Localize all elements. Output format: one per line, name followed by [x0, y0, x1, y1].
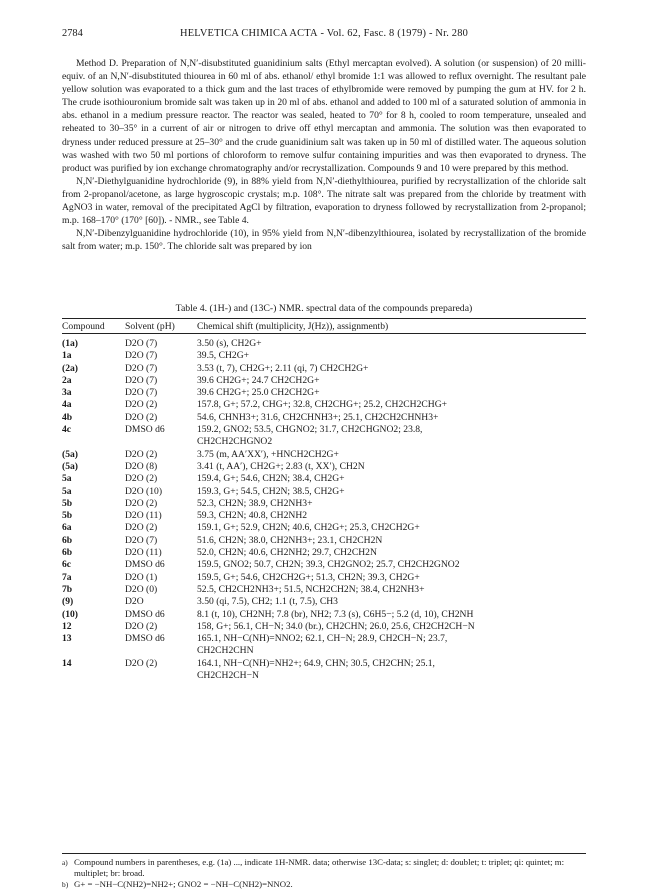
header-compound: Compound	[62, 321, 105, 332]
cell-shift	[197, 609, 586, 621]
cell-shift-text: 159.1, G+; 52.9, CH2N; 40.6, CH2G+; 25.3, CH2CH2G+	[197, 522, 420, 534]
cell-solvent: DMSO d6	[125, 633, 165, 645]
table-row	[62, 535, 586, 547]
cell-solvent: D2O (2)	[125, 497, 158, 509]
cell-compound: 6a	[62, 522, 72, 534]
table-row	[62, 486, 586, 498]
table-row	[62, 363, 586, 375]
body-text	[62, 57, 586, 253]
cell-shift	[197, 535, 586, 547]
journal-name: HELVETICA CHIMICA ACTA	[180, 28, 318, 39]
cell-shift-continuation: CH2CH2CHN	[197, 645, 254, 657]
table-top-rule	[62, 318, 586, 319]
cell-solvent: D2O (2)	[125, 448, 158, 460]
table-body	[62, 338, 586, 682]
paragraph-method-d: Method D. Preparation of N,N′-disubstituted guanidinium salts (Ethyl mercaptan evolved). A solution (or suspension) of 20 milli-equiv. of an N,N′-disubstituted thiourea in 60 ml of abs. ethanol/ ethyl bromide 1:1 was allowed to reflux overnight. The resultant pale yellow solution was evaporated to a thick gum and the last traces of ethylbromide were removed by pumping the gum at HV. for 2 h. The crude isothiouronium bromide salt was taken up in 20 ml of abs. ethanol and added to 100 ml of a saturated solution of ammonia in abs. ethanol in a medium pressure reactor. The reactor was sealed, heated to 70° for 8 h, cooled to room temperature, unsealed and reheated to 30–35° in a current of air or nitrogen to drive off ethyl mercaptan and ammonia. The solution was then evaporated to dryness under reduced pressure at 25–30° and the crude guanidinium salt was taken up in 50 ml of distilled water. The aqueous solution was washed with two 50 ml portions of chloroform to remove sulfur containing impurities and was then evaporated to dryness. The product was purified by ion exchange chromatography and/or recrystallization. Compounds 9 and 10 were prepared by this method.	[62, 58, 586, 174]
footnote-a	[62, 857, 586, 879]
cell-solvent: D2O (2)	[125, 411, 158, 423]
cell-shift-text: 52.3, CH2N; 38.9, CH2NH3+	[197, 497, 313, 509]
cell-solvent: D2O (10)	[125, 485, 163, 497]
cell-shift-text: 3.53 (t, 7), CH2G+; 2.11 (qi, 7) CH2CH2G+	[197, 362, 369, 374]
cell-shift-text: 8.1 (t, 10), CH2NH; 7.8 (br), NH2; 7.3 (s), C6H5−; 5.2 (d, 10), CH2NH	[197, 608, 474, 620]
cell-solvent: D2O (2)	[125, 473, 158, 485]
cell-shift-continuation: CH2CH2CH−N	[197, 670, 259, 682]
cell-compound: (5a)	[62, 460, 78, 472]
table-row	[62, 387, 586, 399]
cell-shift-text: 52.5, CH2CH2NH3+; 51.5, NCH2CH2N; 38.4, CH2NH3+	[197, 583, 425, 595]
cell-shift	[197, 633, 586, 658]
cell-compound: 6b	[62, 534, 73, 546]
cell-shift	[197, 621, 586, 633]
cell-solvent: D2O (2)	[125, 522, 158, 534]
cell-compound: 4c	[62, 424, 72, 436]
cell-shift	[197, 424, 586, 449]
cell-solvent: D2O (2)	[125, 399, 158, 411]
cell-solvent: D2O (0)	[125, 583, 158, 595]
header-shift: Chemical shift (multiplicity, J(Hz)), assignmentb)	[197, 321, 389, 332]
cell-shift	[197, 510, 586, 522]
cell-compound: (10)	[62, 608, 78, 620]
cell-shift	[197, 522, 586, 534]
journal-line	[62, 27, 586, 40]
cell-shift	[197, 387, 586, 399]
cell-shift	[197, 412, 586, 424]
table-row	[62, 424, 586, 449]
cell-shift-text: 159.5, GNO2; 50.7, CH2N; 39.3, CH2GNO2; 25.7, CH2CH2GNO2	[197, 559, 460, 571]
cell-shift	[197, 363, 586, 375]
table-row	[62, 584, 586, 596]
cell-shift-text: 158, G+; 56.1, CH−N; 34.0 (br.), CH2CHN; 26.0, 25.6, CH2CH2CH−N	[197, 620, 475, 632]
table-bottom-rule	[62, 853, 586, 854]
cell-compound: 5b	[62, 497, 73, 509]
cell-solvent: D2O	[125, 596, 144, 608]
table-row	[62, 461, 586, 473]
cell-compound: 5b	[62, 510, 73, 522]
table-header-rule	[62, 333, 586, 334]
table-row	[62, 596, 586, 608]
cell-solvent: D2O (1)	[125, 571, 158, 583]
cell-shift-text: 39.6 CH2G+; 25.0 CH2CH2G+	[197, 387, 320, 399]
cell-shift	[197, 449, 586, 461]
table-header	[62, 320, 586, 333]
cell-shift	[197, 498, 586, 510]
cell-shift	[197, 547, 586, 559]
cell-solvent: DMSO d6	[125, 559, 165, 571]
cell-compound: 14	[62, 657, 72, 669]
cell-shift-text: 39.5, CH2G+	[197, 350, 250, 362]
cell-shift-text: 3.75 (m, AA′XX′), +HNCH2CH2G+	[197, 448, 339, 460]
cell-compound: 6c	[62, 559, 72, 571]
cell-compound: 2a	[62, 374, 72, 386]
table-row	[62, 338, 586, 350]
table-row	[62, 621, 586, 633]
cell-shift-text: 3.50 (s), CH2G+	[197, 338, 262, 349]
cell-solvent: D2O (7)	[125, 387, 158, 399]
cell-shift-text: 51.6, CH2N; 38.0, CH2NH3+; 23.1, CH2CH2N	[197, 534, 383, 546]
cell-compound: 4b	[62, 411, 73, 423]
cell-shift-text: 59.3, CH2N; 40.8, CH2NH2	[197, 510, 308, 522]
cell-solvent: D2O (2)	[125, 620, 158, 632]
cell-shift	[197, 338, 586, 350]
table-row	[62, 559, 586, 571]
cell-shift-text: 54.6, CHNH3+; 31.6, CH2CHNH3+; 25.1, CH2CH2CHNH3+	[197, 411, 439, 423]
cell-shift-text: 159.3, G+; 54.5, CH2N; 38.5, CH2G+	[197, 485, 345, 497]
cell-shift	[197, 375, 586, 387]
table-row	[62, 375, 586, 387]
table-row	[62, 658, 586, 683]
table-row	[62, 350, 586, 362]
cell-shift	[197, 584, 586, 596]
cell-shift-text: 159.2, GNO2; 53.5, CHGNO2; 31.7, CH2CHGNO2; 23.8,	[197, 424, 423, 436]
cell-compound: 4a	[62, 399, 72, 411]
cell-solvent: D2O (7)	[125, 350, 158, 362]
cell-shift-text: 159.5, G+; 54.6, CH2CH2G+; 51.3, CH2N; 39.3, CH2G+	[197, 571, 420, 583]
cell-compound: (5a)	[62, 448, 78, 460]
table-row	[62, 399, 586, 411]
table-row	[62, 609, 586, 621]
cell-solvent: DMSO d6	[125, 424, 165, 436]
cell-solvent: DMSO d6	[125, 608, 165, 620]
cell-solvent: D2O (7)	[125, 362, 158, 374]
cell-solvent: D2O (8)	[125, 460, 158, 472]
cell-shift-continuation: CH2CH2CHGNO2	[197, 436, 273, 448]
cell-solvent: D2O (2)	[125, 657, 158, 669]
footnote-b	[62, 879, 586, 890]
table-row	[62, 412, 586, 424]
cell-compound: 6b	[62, 547, 73, 559]
footnote-text: G+ = −NH−C(NH2)=NH2+; GNO2 = −NH−C(NH2)=NNO2.	[74, 879, 293, 889]
cell-compound: (9)	[62, 596, 74, 608]
cell-shift	[197, 399, 586, 411]
cell-compound: (1a)	[62, 338, 78, 349]
cell-solvent: D2O (7)	[125, 338, 158, 349]
table-row	[62, 449, 586, 461]
running-head	[62, 27, 586, 41]
cell-compound: (2a)	[62, 362, 78, 374]
cell-shift-text: 165.1, NH−C(NH)=NNO2; 62.1, CH−N; 28.9, CH2CH−N; 23.7,	[197, 633, 448, 645]
cell-shift	[197, 559, 586, 571]
cell-solvent: D2O (7)	[125, 374, 158, 386]
cell-shift-text: 164.1, NH−C(NH)=NH2+; 64.9, CHN; 30.5, CH2CHN; 25.1,	[197, 657, 435, 669]
table-caption: Table 4. (1H-) and (13C-) NMR. spectral data of the compounds prepareda)	[175, 303, 473, 314]
cell-compound: 3a	[62, 387, 72, 399]
table-row	[62, 473, 586, 485]
cell-compound: 5a	[62, 473, 72, 485]
cell-compound: 5a	[62, 485, 72, 497]
cell-solvent: D2O (11)	[125, 547, 162, 559]
cell-shift	[197, 461, 586, 473]
cell-compound: 1a	[62, 350, 72, 362]
footnote-text: Compound numbers in parentheses, e.g. (1a) ..., indicate 1H-NMR. data; otherwise 13C-data; s: singlet; d: doublet; t: triplet; qi: quintet; m: multiplet; br: broad.	[74, 857, 565, 878]
header-solvent: Solvent (pH)	[125, 321, 175, 332]
article-number: Nr. 280	[435, 28, 468, 39]
cell-shift	[197, 572, 586, 584]
table-row	[62, 572, 586, 584]
table-row	[62, 510, 586, 522]
footnote-mark: a)	[62, 858, 68, 867]
cell-compound: 7a	[62, 571, 72, 583]
cell-shift	[197, 596, 586, 608]
cell-shift-text: 39.6 CH2G+; 24.7 CH2CH2G+	[197, 374, 320, 386]
paragraph-compound-9: N,N′-Diethylguanidine hydrochloride (9), in 88% yield from N,N′-diethylthiourea, purified by recrystallization of the chloride salt from 2-propanol/acetone, as large hygroscopic crystals; m.p. 108°. The nitrate salt was prepared from the chloride by treatment with AgNO3 in water, removal of the precipitated AgCl by filtration, evaporation to dryness followed by recrystallization from 2-propanol; m.p. 168–170° (170° [60]). - NMR., see Table 4.	[62, 175, 586, 227]
paragraph-compound-10: N,N′-Dibenzylguanidine hydrochloride (10), in 95% yield from N,N′-dibenzylthiourea, isolated by recrystallization of the bromide salt from water; m.p. 150°. The chloride salt was prepared by ion	[62, 228, 586, 253]
table-footnotes	[62, 857, 586, 890]
table-row	[62, 498, 586, 510]
volume-info: - Vol. 62, Fasc. 8 (1979) -	[320, 28, 433, 39]
cell-solvent: D2O (7)	[125, 534, 158, 546]
cell-solvent: D2O (11)	[125, 510, 162, 522]
page-number: 2784	[62, 28, 83, 39]
cell-shift	[197, 350, 586, 362]
cell-shift	[197, 486, 586, 498]
cell-shift-text: 159.4, G+; 54.6, CH2N; 38.4, CH2G+	[197, 473, 345, 485]
cell-shift-text: 3.50 (qi, 7.5), CH2; 1.1 (t, 7.5), CH3	[197, 596, 338, 608]
cell-shift	[197, 658, 586, 683]
table-row	[62, 522, 586, 534]
table-row	[62, 633, 586, 658]
cell-compound: 12	[62, 620, 72, 632]
cell-shift-text: 3.41 (t, AA′), CH2G+; 2.83 (t, XX′), CH2N	[197, 460, 365, 472]
cell-shift-text: 157.8, G+; 57.2, CHG+; 32.8, CH2CHG+; 25.2, CH2CH2CHG+	[197, 399, 448, 411]
cell-shift-text: 52.0, CH2N; 40.6, CH2NH2; 29.7, CH2CH2N	[197, 547, 377, 559]
cell-compound: 7b	[62, 583, 73, 595]
cell-shift	[197, 473, 586, 485]
table-row	[62, 547, 586, 559]
cell-compound: 13	[62, 633, 72, 645]
footnote-mark: b)	[62, 880, 69, 889]
